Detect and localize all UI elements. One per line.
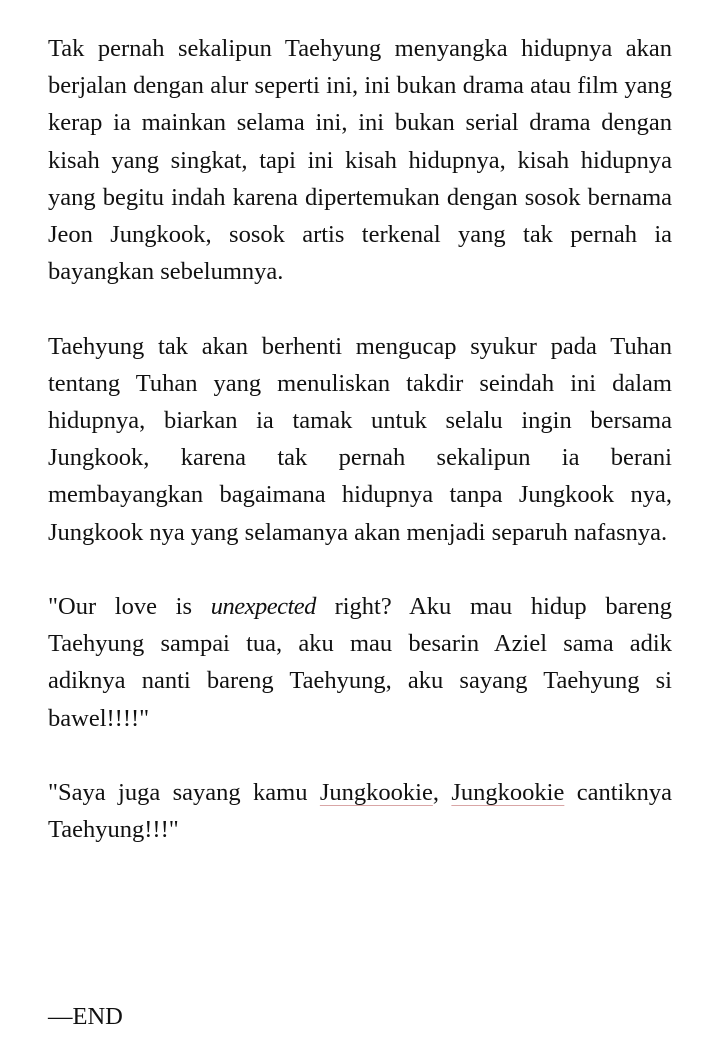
paragraph-1: Tak pernah sekalipun Taehyung menyangka hidupnya akan berjalan dengan alur seperti ini, ini bukan drama atau film yang kerap ia mainkan selama ini, ini bukan serial drama dengan kisah yang singkat, tapi ini kisah hidupnya, kisah hidupnya yang begitu indah karena dipertemukan dengan sosok bernama Jeon Jungkook, sosok artis terkenal yang tak pernah ia bayangkan sebelumnya. xyxy=(48,35,672,286)
highlighted-word-link[interactable]: Jungkookie xyxy=(319,779,433,807)
emphasis-word: unexpected xyxy=(210,593,316,621)
story-body xyxy=(48,30,672,848)
quote-separator: , xyxy=(432,779,452,807)
end-marker: —END xyxy=(48,1003,123,1030)
paragraph-4-quote xyxy=(48,774,672,848)
quote-text-end: right? Aku mau hidup bareng Taehyung sampai tua, aku mau besarin Aziel sama adik adiknya nanti bareng Taehyung, aku sayang Taehyung si bawel!!!!" xyxy=(48,593,672,732)
paragraph-3-quote xyxy=(48,588,672,737)
highlighted-word-link[interactable]: Jungkookie xyxy=(451,779,565,807)
quote-text-end: cantiknya Taehyung!!!" xyxy=(48,779,672,844)
paragraph-2: Taehyung tak akan berhenti mengucap syukur pada Tuhan tentang Tuhan yang menuliskan takdir seindah ini dalam hidupnya, biarkan ia tamak untuk selalu ingin bersama Jungkook, karena tak pernah sekalipun ia berani membayangkan bagaimana hidupnya tanpa Jungkook nya, Jungkook nya yang selamanya akan menjadi separuh nafasnya. xyxy=(48,332,672,546)
quote-text-start: "Saya juga sayang kamu xyxy=(48,779,320,807)
quote-text-start: "Our love is xyxy=(48,593,211,621)
